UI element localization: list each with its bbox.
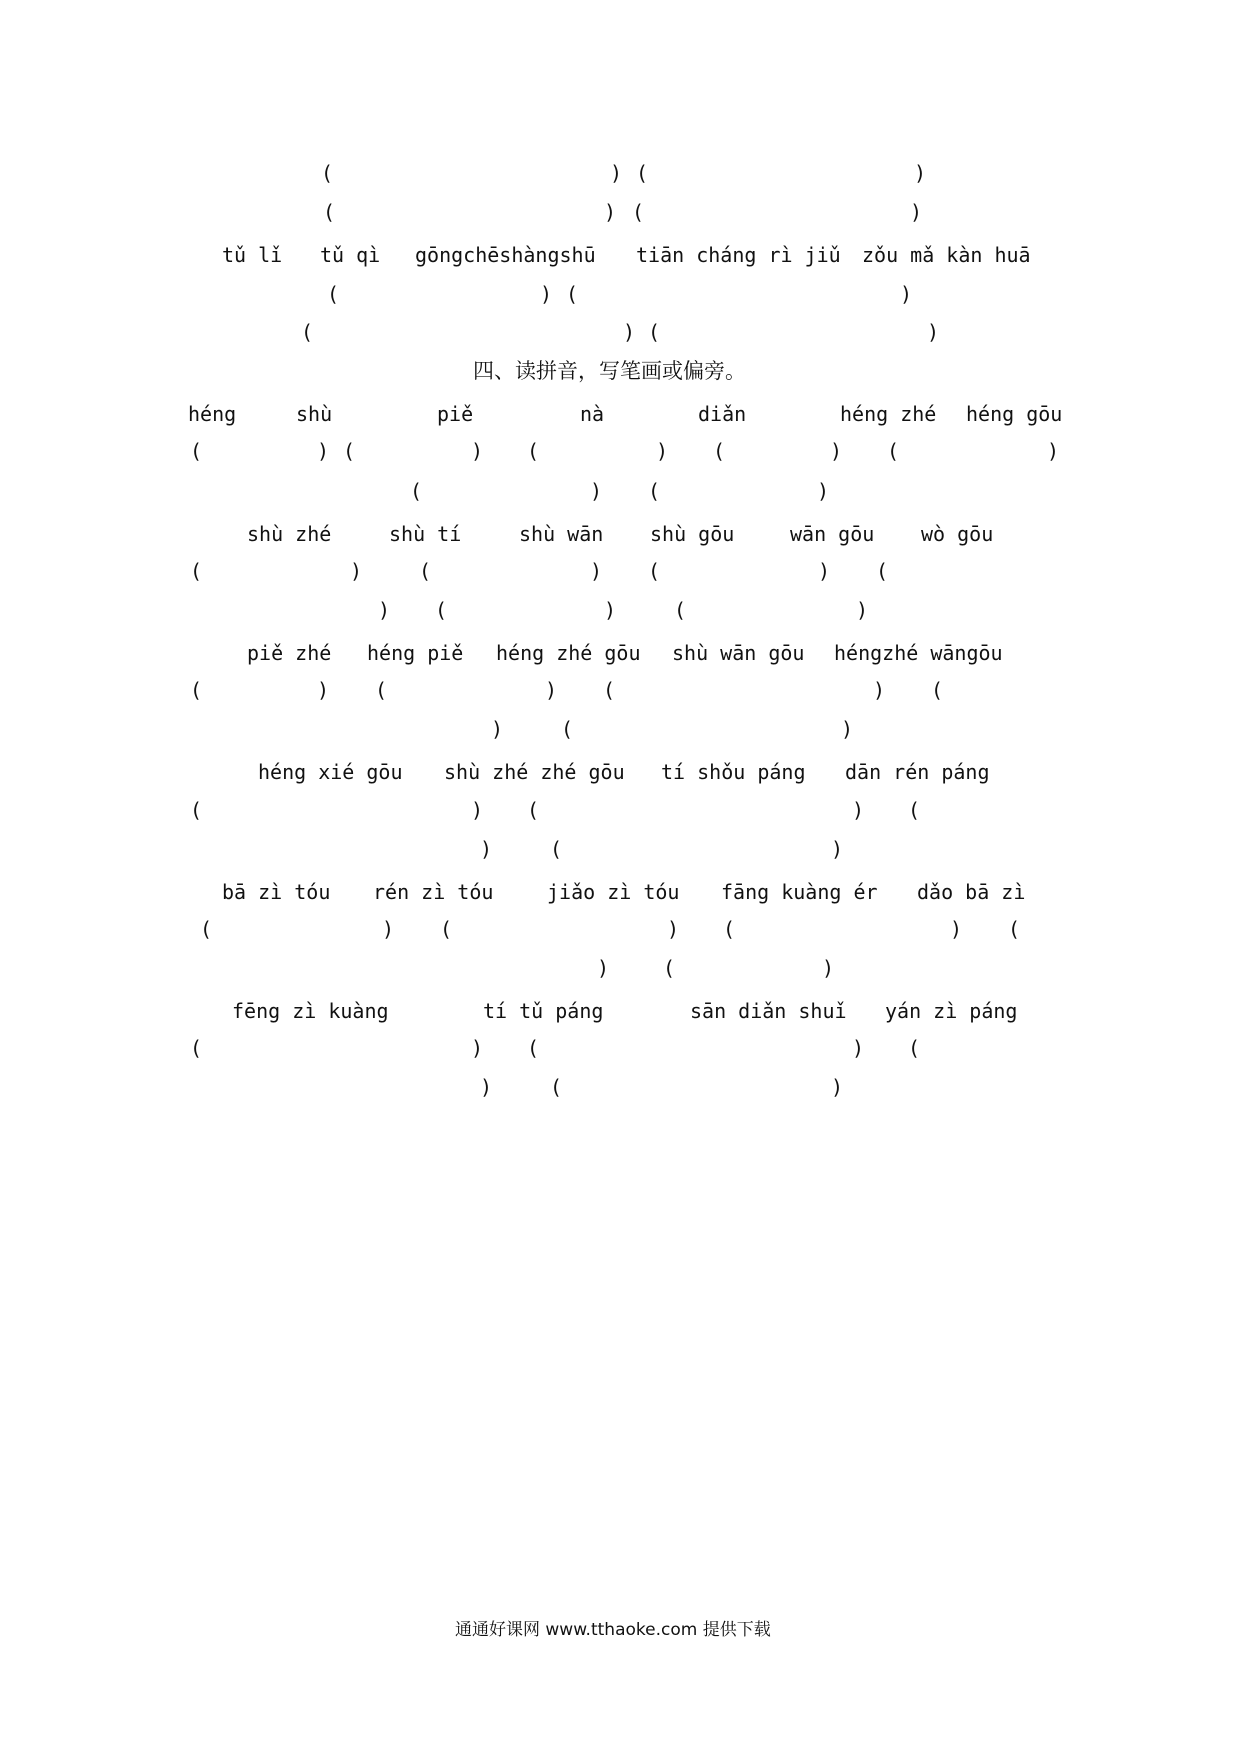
paren-close: ) (927, 320, 940, 344)
paren-open: ( (887, 439, 900, 463)
pinyin-word: nà (580, 402, 605, 426)
paren-open: ( (876, 559, 889, 583)
pinyin-word: wò gōu (921, 522, 994, 546)
paren-open: ( (410, 479, 423, 503)
paren-open: ( (200, 917, 213, 941)
paren-open: ( (674, 598, 687, 622)
paren-close: ) (667, 917, 680, 941)
pinyin-word: héngzhé wāngōu (834, 641, 1003, 665)
paren-close: ) (604, 598, 617, 622)
paren-close: ) (480, 837, 493, 861)
paren-open: ( (527, 1036, 540, 1060)
paren-open: ( (419, 559, 432, 583)
paren-close: ) (610, 161, 623, 185)
paren-open: ( (527, 798, 540, 822)
pinyin-word: gōngchēshàngshū (415, 243, 596, 267)
pinyin-word: shù wān gōu (672, 641, 805, 665)
pinyin-word: tí tǔ páng (483, 999, 604, 1023)
section-title: 四、读拼音，写笔画或偏旁。 (473, 359, 746, 383)
paren-open: ( (323, 200, 336, 224)
pinyin-word: zǒu mǎ kàn huā (862, 243, 1031, 267)
paren-open: ( (375, 678, 388, 702)
pinyin-word: wān gōu (790, 522, 875, 546)
paren-close: ) (831, 1075, 844, 1099)
paren-close: ) (852, 1036, 865, 1060)
paren-close: ) (914, 161, 927, 185)
pinyin-word: jiǎo zì tóu (547, 880, 680, 904)
paren-open: ( (550, 837, 563, 861)
pinyin-word: shù zhé zhé gōu (444, 760, 625, 784)
paren-close: ) (378, 598, 391, 622)
paren-open: ( (190, 798, 203, 822)
pinyin-word: shù tí (389, 522, 462, 546)
pinyin-word: piě (437, 402, 474, 426)
paren-open: ( (1008, 917, 1021, 941)
paren-close: ) (873, 678, 886, 702)
paren-close: ) (900, 282, 913, 306)
pinyin-word: tí shǒu páng (661, 760, 806, 784)
paren-open: ( (648, 479, 661, 503)
paren-open: ( (603, 678, 616, 702)
paren-close: ) (350, 559, 363, 583)
paren-close: ) (818, 559, 831, 583)
paren-close: ) (830, 439, 843, 463)
pinyin-word: shù gōu (650, 522, 735, 546)
paren-close: ) (1047, 439, 1060, 463)
pinyin-word: héng gōu (966, 402, 1063, 426)
paren-close: ) (545, 678, 558, 702)
paren-open: ( (527, 439, 540, 463)
paren-close: ) (491, 717, 504, 741)
pinyin-word: tǔ lǐ (222, 243, 283, 267)
pinyin-word: héng xié gōu (258, 760, 403, 784)
paren-open: ( (632, 200, 645, 224)
paren-open: ( (648, 559, 661, 583)
paren-close: ) (623, 320, 636, 344)
pinyin-word: shù zhé (247, 522, 332, 546)
paren-open: ( (908, 1036, 921, 1060)
paren-close: ) (590, 479, 603, 503)
paren-open: ( (321, 161, 334, 185)
paren-open: ( (190, 559, 203, 583)
paren-open: ( (713, 439, 726, 463)
pinyin-word: shù wān (519, 522, 604, 546)
paren-open: ( (561, 717, 574, 741)
paren-close: ) (540, 282, 553, 306)
pinyin-word: piě zhé (247, 641, 332, 665)
paren-close: ) (590, 559, 603, 583)
paren-open: ( (301, 320, 314, 344)
paren-open: ( (908, 798, 921, 822)
pinyin-word: héng zhé (840, 402, 937, 426)
paren-close: ) (317, 678, 330, 702)
pinyin-word: yán zì páng (885, 999, 1018, 1023)
pinyin-word: tǔ qì (320, 243, 381, 267)
paren-close: ) (856, 598, 869, 622)
paren-close: ) (822, 956, 835, 980)
pinyin-word: dǎo bā zì (917, 880, 1026, 904)
paren-open: ( (190, 678, 203, 702)
pinyin-word: tiān cháng rì jiǔ (636, 243, 841, 267)
paren-close: ) (597, 956, 610, 980)
paren-open: ( (440, 917, 453, 941)
paren-close: ) (910, 200, 923, 224)
pinyin-word: fēng zì kuàng (232, 999, 389, 1023)
paren-close: ) (656, 439, 669, 463)
paren-open: ( (663, 956, 676, 980)
paren-open: ( (435, 598, 448, 622)
paren-open: ( (636, 161, 649, 185)
paren-open: ( (343, 439, 356, 463)
pinyin-word: héng (188, 402, 237, 426)
pinyin-word: diǎn (698, 402, 747, 426)
paren-close: ) (382, 917, 395, 941)
pinyin-word: héng zhé gōu (496, 641, 641, 665)
paren-close: ) (480, 1075, 493, 1099)
paren-open: ( (327, 282, 340, 306)
pinyin-word: dān rén páng (845, 760, 990, 784)
paren-close: ) (471, 798, 484, 822)
paren-open: ( (190, 1036, 203, 1060)
pinyin-word: héng piě (367, 641, 464, 665)
paren-open: ( (723, 917, 736, 941)
paren-open: ( (190, 439, 203, 463)
paren-close: ) (831, 837, 844, 861)
paren-open: ( (648, 320, 661, 344)
paren-open: ( (931, 678, 944, 702)
paren-close: ) (471, 439, 484, 463)
paren-close: ) (817, 479, 830, 503)
paren-close: ) (317, 439, 330, 463)
pinyin-word: fāng kuàng ér (721, 880, 878, 904)
pinyin-word: sān diǎn shuǐ (690, 999, 847, 1023)
paren-close: ) (852, 798, 865, 822)
paren-open: ( (566, 282, 579, 306)
paren-open: ( (550, 1075, 563, 1099)
pinyin-word: rén zì tóu (373, 880, 494, 904)
pinyin-word: shù (296, 402, 333, 426)
paren-close: ) (950, 917, 963, 941)
footer-text: 通通好课网 www.tthaoke.com 提供下载 (455, 1620, 771, 1640)
paren-close: ) (841, 717, 854, 741)
paren-close: ) (471, 1036, 484, 1060)
paren-close: ) (604, 200, 617, 224)
pinyin-word: bā zì tóu (222, 880, 331, 904)
